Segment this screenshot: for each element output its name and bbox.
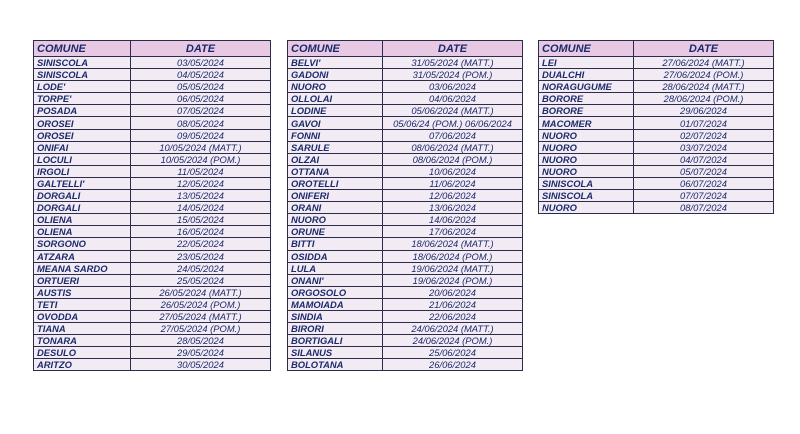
date-cell: 02/07/2024 xyxy=(634,129,774,141)
schedule-table-3 xyxy=(538,40,774,214)
schedule-table-2 xyxy=(287,40,523,371)
date-cell: 07/07/2024 xyxy=(634,190,774,202)
date-cell: 27/05/2024 (POM.) xyxy=(131,323,271,335)
table-row xyxy=(539,69,774,81)
comune-cell: BORORE xyxy=(539,93,634,105)
date-cell: 03/06/2024 xyxy=(383,81,523,93)
table-row xyxy=(34,323,271,335)
date-cell: 22/06/2024 xyxy=(383,310,523,322)
date-cell: 27/06/2024 (POM.) xyxy=(634,69,774,81)
table-row xyxy=(34,202,271,214)
table-row xyxy=(539,141,774,153)
table-row xyxy=(288,226,523,238)
table-row xyxy=(34,359,271,371)
date-cell: 13/06/2024 xyxy=(383,202,523,214)
date-cell: 26/06/2024 xyxy=(383,359,523,371)
date-cell: 04/05/2024 xyxy=(131,69,271,81)
comune-cell: SINISCOLA xyxy=(34,69,131,81)
comune-cell: ONIFERI xyxy=(288,190,383,202)
comune-cell: TORPE' xyxy=(34,93,131,105)
comune-cell: TIANA xyxy=(34,323,131,335)
table-row xyxy=(34,93,271,105)
date-cell: 08/05/2024 xyxy=(131,117,271,129)
table-row xyxy=(34,214,271,226)
date-cell: 24/06/2024 (POM.) xyxy=(383,335,523,347)
table-row xyxy=(34,274,271,286)
date-cell: 04/06/2024 xyxy=(383,93,523,105)
date-cell: 05/06/2024 (MATT.) xyxy=(383,105,523,117)
comune-cell: ATZARA xyxy=(34,250,131,262)
date-cell: 12/06/2024 xyxy=(383,190,523,202)
comune-cell: OROSEI xyxy=(34,129,131,141)
comune-cell: AUSTIS xyxy=(34,286,131,298)
date-cell: 18/06/2024 (MATT.) xyxy=(383,238,523,250)
table-row xyxy=(34,226,271,238)
comune-cell: LULA xyxy=(288,262,383,274)
comune-cell: TETI xyxy=(34,298,131,310)
table-row xyxy=(288,286,523,298)
table-row xyxy=(288,69,523,81)
comune-cell: NUORO xyxy=(288,81,383,93)
comune-cell: NUORO xyxy=(539,202,634,214)
comune-cell: NUORO xyxy=(539,153,634,165)
table-row xyxy=(539,57,774,69)
comune-cell: LODE' xyxy=(34,81,131,93)
table-row xyxy=(34,190,271,202)
table-row xyxy=(288,347,523,359)
table-row xyxy=(288,190,523,202)
comune-cell: BITTI xyxy=(288,238,383,250)
table-row xyxy=(288,117,523,129)
table-row xyxy=(539,117,774,129)
comune-cell: GADONI xyxy=(288,69,383,81)
date-cell: 21/06/2024 xyxy=(383,298,523,310)
table-row xyxy=(34,81,271,93)
table-row xyxy=(539,105,774,117)
date-cell: 11/05/2024 xyxy=(131,165,271,177)
table-row xyxy=(288,298,523,310)
table-row xyxy=(34,298,271,310)
header-date: DATE xyxy=(383,41,523,57)
table-row xyxy=(288,105,523,117)
schedule-table-1 xyxy=(33,40,271,371)
comune-cell: NUORO xyxy=(288,214,383,226)
date-cell: 05/05/2024 xyxy=(131,81,271,93)
date-cell: 06/07/2024 xyxy=(634,177,774,189)
table-row xyxy=(288,310,523,322)
table-row xyxy=(288,262,523,274)
table-row xyxy=(288,250,523,262)
comune-cell: SARULE xyxy=(288,141,383,153)
table-row xyxy=(34,250,271,262)
date-cell: 07/05/2024 xyxy=(131,105,271,117)
date-cell: 29/06/2024 xyxy=(634,105,774,117)
comune-cell: NUORO xyxy=(539,129,634,141)
header-comune: COMUNE xyxy=(34,41,131,57)
comune-cell: MEANA SARDO xyxy=(34,262,131,274)
table-row xyxy=(34,153,271,165)
date-cell: 19/06/2024 (POM.) xyxy=(383,274,523,286)
comune-cell: OVODDA xyxy=(34,310,131,322)
table-row xyxy=(34,69,271,81)
table-row xyxy=(288,214,523,226)
date-cell: 31/05/2024 (MATT.) xyxy=(383,57,523,69)
table-row xyxy=(34,117,271,129)
table-row xyxy=(288,141,523,153)
table-row xyxy=(34,335,271,347)
comune-cell: ORUNE xyxy=(288,226,383,238)
comune-cell: ORANI xyxy=(288,202,383,214)
comune-cell: BORTIGALI xyxy=(288,335,383,347)
table-row xyxy=(34,238,271,250)
date-cell: 08/07/2024 xyxy=(634,202,774,214)
date-cell: 22/05/2024 xyxy=(131,238,271,250)
comune-cell: ONIFAI xyxy=(34,141,131,153)
header-date: DATE xyxy=(634,41,774,57)
comune-cell: SINISCOLA xyxy=(539,177,634,189)
table-row xyxy=(539,165,774,177)
table-row xyxy=(539,129,774,141)
date-cell: 27/05/2024 (MATT.) xyxy=(131,310,271,322)
comune-cell: ORGOSOLO xyxy=(288,286,383,298)
date-cell: 26/05/2024 (MATT.) xyxy=(131,286,271,298)
comune-cell: BORORE xyxy=(539,105,634,117)
table-row xyxy=(288,165,523,177)
date-cell: 16/05/2024 xyxy=(131,226,271,238)
date-cell: 13/05/2024 xyxy=(131,190,271,202)
comune-cell: DORGALI xyxy=(34,190,131,202)
comune-cell: SINDIA xyxy=(288,310,383,322)
table-row xyxy=(288,323,523,335)
comune-cell: MAMOIADA xyxy=(288,298,383,310)
date-cell: 19/06/2024 (MATT.) xyxy=(383,262,523,274)
comune-cell: NORAGUGUME xyxy=(539,81,634,93)
comune-cell: GAVOI xyxy=(288,117,383,129)
date-cell: 26/05/2024 (POM.) xyxy=(131,298,271,310)
comune-cell: DORGALI xyxy=(34,202,131,214)
date-cell: 25/05/2024 xyxy=(131,274,271,286)
date-cell: 24/06/2024 (MATT.) xyxy=(383,323,523,335)
date-cell: 03/07/2024 xyxy=(634,141,774,153)
date-cell: 31/05/2024 (POM.) xyxy=(383,69,523,81)
comune-cell: BELVI' xyxy=(288,57,383,69)
header-date: DATE xyxy=(131,41,271,57)
table-row xyxy=(34,177,271,189)
date-cell: 05/07/2024 xyxy=(634,165,774,177)
comune-cell: SORGONO xyxy=(34,238,131,250)
comune-cell: OLZAI xyxy=(288,153,383,165)
table-row xyxy=(288,177,523,189)
comune-cell: POSADA xyxy=(34,105,131,117)
comune-cell: OLIENA xyxy=(34,214,131,226)
table-row xyxy=(539,153,774,165)
comune-cell: ONANI' xyxy=(288,274,383,286)
table-row xyxy=(34,105,271,117)
comune-cell: OROTELLI xyxy=(288,177,383,189)
table-row xyxy=(34,165,271,177)
comune-cell: DUALCHI xyxy=(539,69,634,81)
date-cell: 27/06/2024 (MATT.) xyxy=(634,57,774,69)
comune-cell: OSIDDA xyxy=(288,250,383,262)
comune-cell: GALTELLI' xyxy=(34,177,131,189)
table-row xyxy=(288,153,523,165)
table-row xyxy=(34,310,271,322)
comune-cell: OROSEI xyxy=(34,117,131,129)
header-comune: COMUNE xyxy=(288,41,383,57)
date-cell: 08/06/2024 (POM.) xyxy=(383,153,523,165)
comune-cell: DESULO xyxy=(34,347,131,359)
comune-cell: OLIENA xyxy=(34,226,131,238)
comune-cell: BOLOTANA xyxy=(288,359,383,371)
table-row xyxy=(34,129,271,141)
table-row xyxy=(34,286,271,298)
date-cell: 29/05/2024 xyxy=(131,347,271,359)
comune-cell: IRGOLI xyxy=(34,165,131,177)
table-row xyxy=(288,335,523,347)
table-row xyxy=(34,57,271,69)
table-row xyxy=(539,177,774,189)
date-cell: 30/05/2024 xyxy=(131,359,271,371)
comune-cell: ORTUERI xyxy=(34,274,131,286)
comune-cell: NUORO xyxy=(539,141,634,153)
comune-cell: ARITZO xyxy=(34,359,131,371)
table-row xyxy=(34,347,271,359)
date-cell: 10/06/2024 xyxy=(383,165,523,177)
date-cell: 15/05/2024 xyxy=(131,214,271,226)
table-row xyxy=(539,190,774,202)
date-cell: 14/06/2024 xyxy=(383,214,523,226)
date-cell: 01/07/2024 xyxy=(634,117,774,129)
date-cell: 09/05/2024 xyxy=(131,129,271,141)
date-cell: 14/05/2024 xyxy=(131,202,271,214)
header-comune: COMUNE xyxy=(539,41,634,57)
table-row xyxy=(288,93,523,105)
comune-cell: FONNI xyxy=(288,129,383,141)
date-cell: 23/05/2024 xyxy=(131,250,271,262)
date-cell: 10/05/2024 (MATT.) xyxy=(131,141,271,153)
comune-cell: OTTANA xyxy=(288,165,383,177)
comune-cell: SINISCOLA xyxy=(539,190,634,202)
comune-cell: OLLOLAI xyxy=(288,93,383,105)
table-row xyxy=(539,93,774,105)
comune-cell: LOCULI xyxy=(34,153,131,165)
table-row xyxy=(288,238,523,250)
table-row xyxy=(288,274,523,286)
date-cell: 17/06/2024 xyxy=(383,226,523,238)
table-row xyxy=(288,57,523,69)
date-cell: 25/06/2024 xyxy=(383,347,523,359)
comune-cell: TONARA xyxy=(34,335,131,347)
comune-cell: NUORO xyxy=(539,165,634,177)
date-cell: 20/06/2024 xyxy=(383,286,523,298)
comune-cell: BIRORI xyxy=(288,323,383,335)
table-row xyxy=(288,202,523,214)
date-cell: 11/06/2024 xyxy=(383,177,523,189)
date-cell: 24/05/2024 xyxy=(131,262,271,274)
table-row xyxy=(288,81,523,93)
comune-cell: LODINE xyxy=(288,105,383,117)
date-cell: 04/07/2024 xyxy=(634,153,774,165)
date-cell: 28/06/2024 (POM.) xyxy=(634,93,774,105)
table-row xyxy=(539,202,774,214)
table-row xyxy=(288,129,523,141)
comune-cell: SINISCOLA xyxy=(34,57,131,69)
table-row xyxy=(34,141,271,153)
date-cell: 05/06/24 (POM.) 06/06/2024 xyxy=(383,117,523,129)
comune-cell: LEI xyxy=(539,57,634,69)
date-cell: 28/06/2024 (MATT.) xyxy=(634,81,774,93)
table-row xyxy=(34,262,271,274)
date-cell: 06/05/2024 xyxy=(131,93,271,105)
table-row xyxy=(288,359,523,371)
comune-cell: SILANUS xyxy=(288,347,383,359)
date-cell: 08/06/2024 (MATT.) xyxy=(383,141,523,153)
date-cell: 07/06/2024 xyxy=(383,129,523,141)
date-cell: 28/05/2024 xyxy=(131,335,271,347)
date-cell: 12/05/2024 xyxy=(131,177,271,189)
date-cell: 18/06/2024 (POM.) xyxy=(383,250,523,262)
date-cell: 10/05/2024 (POM.) xyxy=(131,153,271,165)
date-cell: 03/05/2024 xyxy=(131,57,271,69)
comune-cell: MACOMER xyxy=(539,117,634,129)
table-row xyxy=(539,81,774,93)
